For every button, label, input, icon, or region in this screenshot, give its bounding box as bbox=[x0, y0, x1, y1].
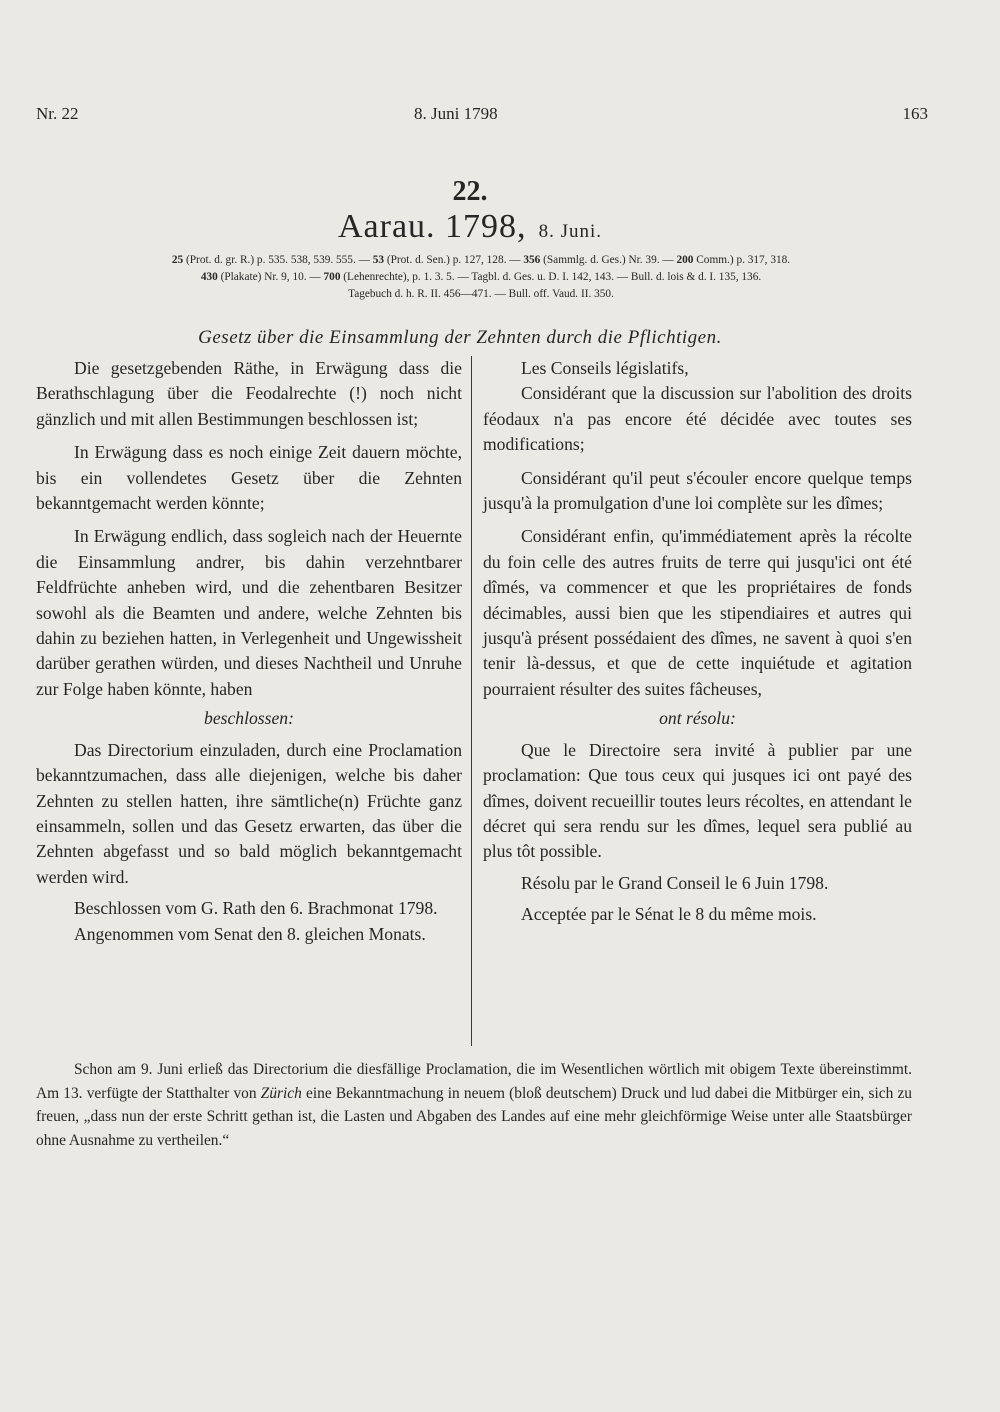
source-ref-number: 700 bbox=[323, 271, 341, 283]
source-ref-text: (Prot. d. Sen.) p. 127, 128. — bbox=[384, 254, 524, 266]
dateline bbox=[0, 208, 940, 246]
german-paragraph: Das Directorium einzuladen, durch eine Proclamation bekanntzumachen, dass alle diejenigen, welche bis daher Zehnten zu stellen hatten, ihre sämtliche(n) Früchte ganz einsammeln, sollen und das Gesetz erwarten, das über die Zehnten abgefasst und so bald möglich bekanntgemacht werden wird. bbox=[36, 739, 462, 887]
source-ref-number: 53 bbox=[372, 254, 385, 266]
french-paragraph: Considérant enfin, qu'immédiatement après la récolte du foin celle des autres fruits de terre qui jusqu'ici ont été dîmés, va commencer et que les propriétaires de fonds décimables, aussi bien que les stipendiaires et autres qui jusqu'à présent possédaient des dîmes, ne savent à quoi s'en tenir là-dessus, et que de cette inquiétude et agitation pourraient résulter des suites fâcheuses, bbox=[483, 526, 912, 699]
editorial-note bbox=[36, 1058, 912, 1152]
source-ref-number: 25 bbox=[171, 254, 184, 266]
source-ref-text: Comm.) p. 317, 318. bbox=[693, 254, 791, 266]
dateline-date: 8. Juni. bbox=[538, 221, 602, 242]
german-paragraph: In Erwägung dass es noch einige Zeit dauern möchte, bis ein vollendetes Gesetz über die Zehnten bekanntgemacht werden könnte; bbox=[36, 442, 462, 514]
german-resolution-heading: beschlossen: bbox=[204, 708, 294, 729]
french-paragraph: Que le Directoire sera invité à publier par une proclamation: Que tous ceux qui jusques ici ont payé des dîmes, doivent recueillir toutes leurs récoltes, en attendant le décret qui sera rendu sur les dîmes, lequel sera publié au plus tôt possible. bbox=[483, 739, 912, 862]
source-ref-number: 200 bbox=[676, 254, 694, 266]
source-ref-text: Tagebuch d. h. R. II. 456—471. — Bull. off. Vaud. II. 350. bbox=[348, 288, 614, 300]
law-title: Gesetz über die Einsammlung der Zehnten durch die Pflichtigen. bbox=[198, 327, 722, 348]
german-column bbox=[36, 356, 462, 947]
running-head-number: Nr. 22 bbox=[36, 104, 79, 123]
french-signature-line: Résolu par le Grand Conseil le 6 Juin 1798. bbox=[521, 872, 829, 893]
french-resolution-heading: ont résolu: bbox=[659, 708, 736, 729]
french-paragraph: Les Conseils législatifs, bbox=[521, 358, 689, 378]
german-paragraph: Die gesetzgebenden Räthe, in Erwägung dass die Berathschlagung über die Feodalrechte (!) noch nicht gänzlich und mit allen Bestimmungen beschlossen ist; bbox=[36, 358, 462, 429]
french-paragraph: Considérant que la discussion sur l'abolition des droits féodaux n'a pas encore été décidée avec toutes ses modifications; bbox=[483, 383, 912, 455]
dateline-place-year: Aarau. 1798, bbox=[338, 208, 527, 245]
source-ref-number: 356 bbox=[523, 254, 541, 266]
running-head-date: 8. Juni 1798 bbox=[414, 104, 498, 123]
source-ref-text: (Prot. d. gr. R.) p. 535. 538, 539. 555. — bbox=[183, 254, 373, 266]
french-column bbox=[483, 356, 912, 928]
source-ref-number: 430 bbox=[200, 271, 218, 283]
german-paragraph: In Erwägung endlich, dass sogleich nach der Heuernte die Einsammlung andrer, bis dahin verzehntbarer Feldfrüchte anheben wird, und die zehentbaren Besitzer sowohl als die Beamten und andere, welche Zehnten bis dahin zu beziehen hatten, in Verlegenheit und Ungewissheit darüber gerathen würden, und dieses Nachtheil und Unruhe zur Folge haben könnte, haben bbox=[36, 526, 462, 699]
german-signature-line: Beschlossen vom G. Rath den 6. Brachmonat 1798. bbox=[74, 898, 438, 919]
note-text: eine Bekanntmachung in neuem (bloß deutschem) Druck und lud dabei die Mitbürger ein, sich zu freuen, „dass nun der erste Schritt gethan ist, die Lasten und Abgaben des Landes auf eine mehr gleichförmige Weise unter alle Staatsbürger ohne Ausnahme zu vertheilen.“ bbox=[36, 1084, 912, 1149]
document-number: 22. bbox=[452, 176, 488, 207]
french-paragraph: Considérant qu'il peut s'écouler encore quelque temps jusqu'à la promulgation d'une loi complète sur les dîmes; bbox=[483, 467, 912, 514]
source-references bbox=[56, 252, 906, 303]
german-signature-line: Angenommen vom Senat den 8. gleichen Monats. bbox=[74, 923, 426, 944]
french-signature-line: Acceptée par le Sénat le 8 du même mois. bbox=[521, 904, 817, 925]
source-ref-text: (Plakate) Nr. 9, 10. — bbox=[217, 271, 324, 283]
source-ref-text: (Sammlg. d. Ges.) Nr. 39. — bbox=[540, 254, 677, 266]
page-number: 163 bbox=[902, 104, 928, 123]
note-place-name: Zürich bbox=[260, 1084, 302, 1102]
source-ref-text: (Lehenrechte), p. 1. 3. 5. — Tagbl. d. Ges. u. D. I. 142, 143. — Bull. d. lois & d. I. 135, 136. bbox=[340, 271, 762, 283]
note-text: Schon am 9. Juni erließ das Directorium die diesfällige Proclamation, die im Wesentlichen wörtlich mit obigem Texte übereinstimmt. Am 13. verfügte der Statthalter von bbox=[36, 1061, 912, 1102]
column-divider bbox=[471, 356, 472, 1046]
